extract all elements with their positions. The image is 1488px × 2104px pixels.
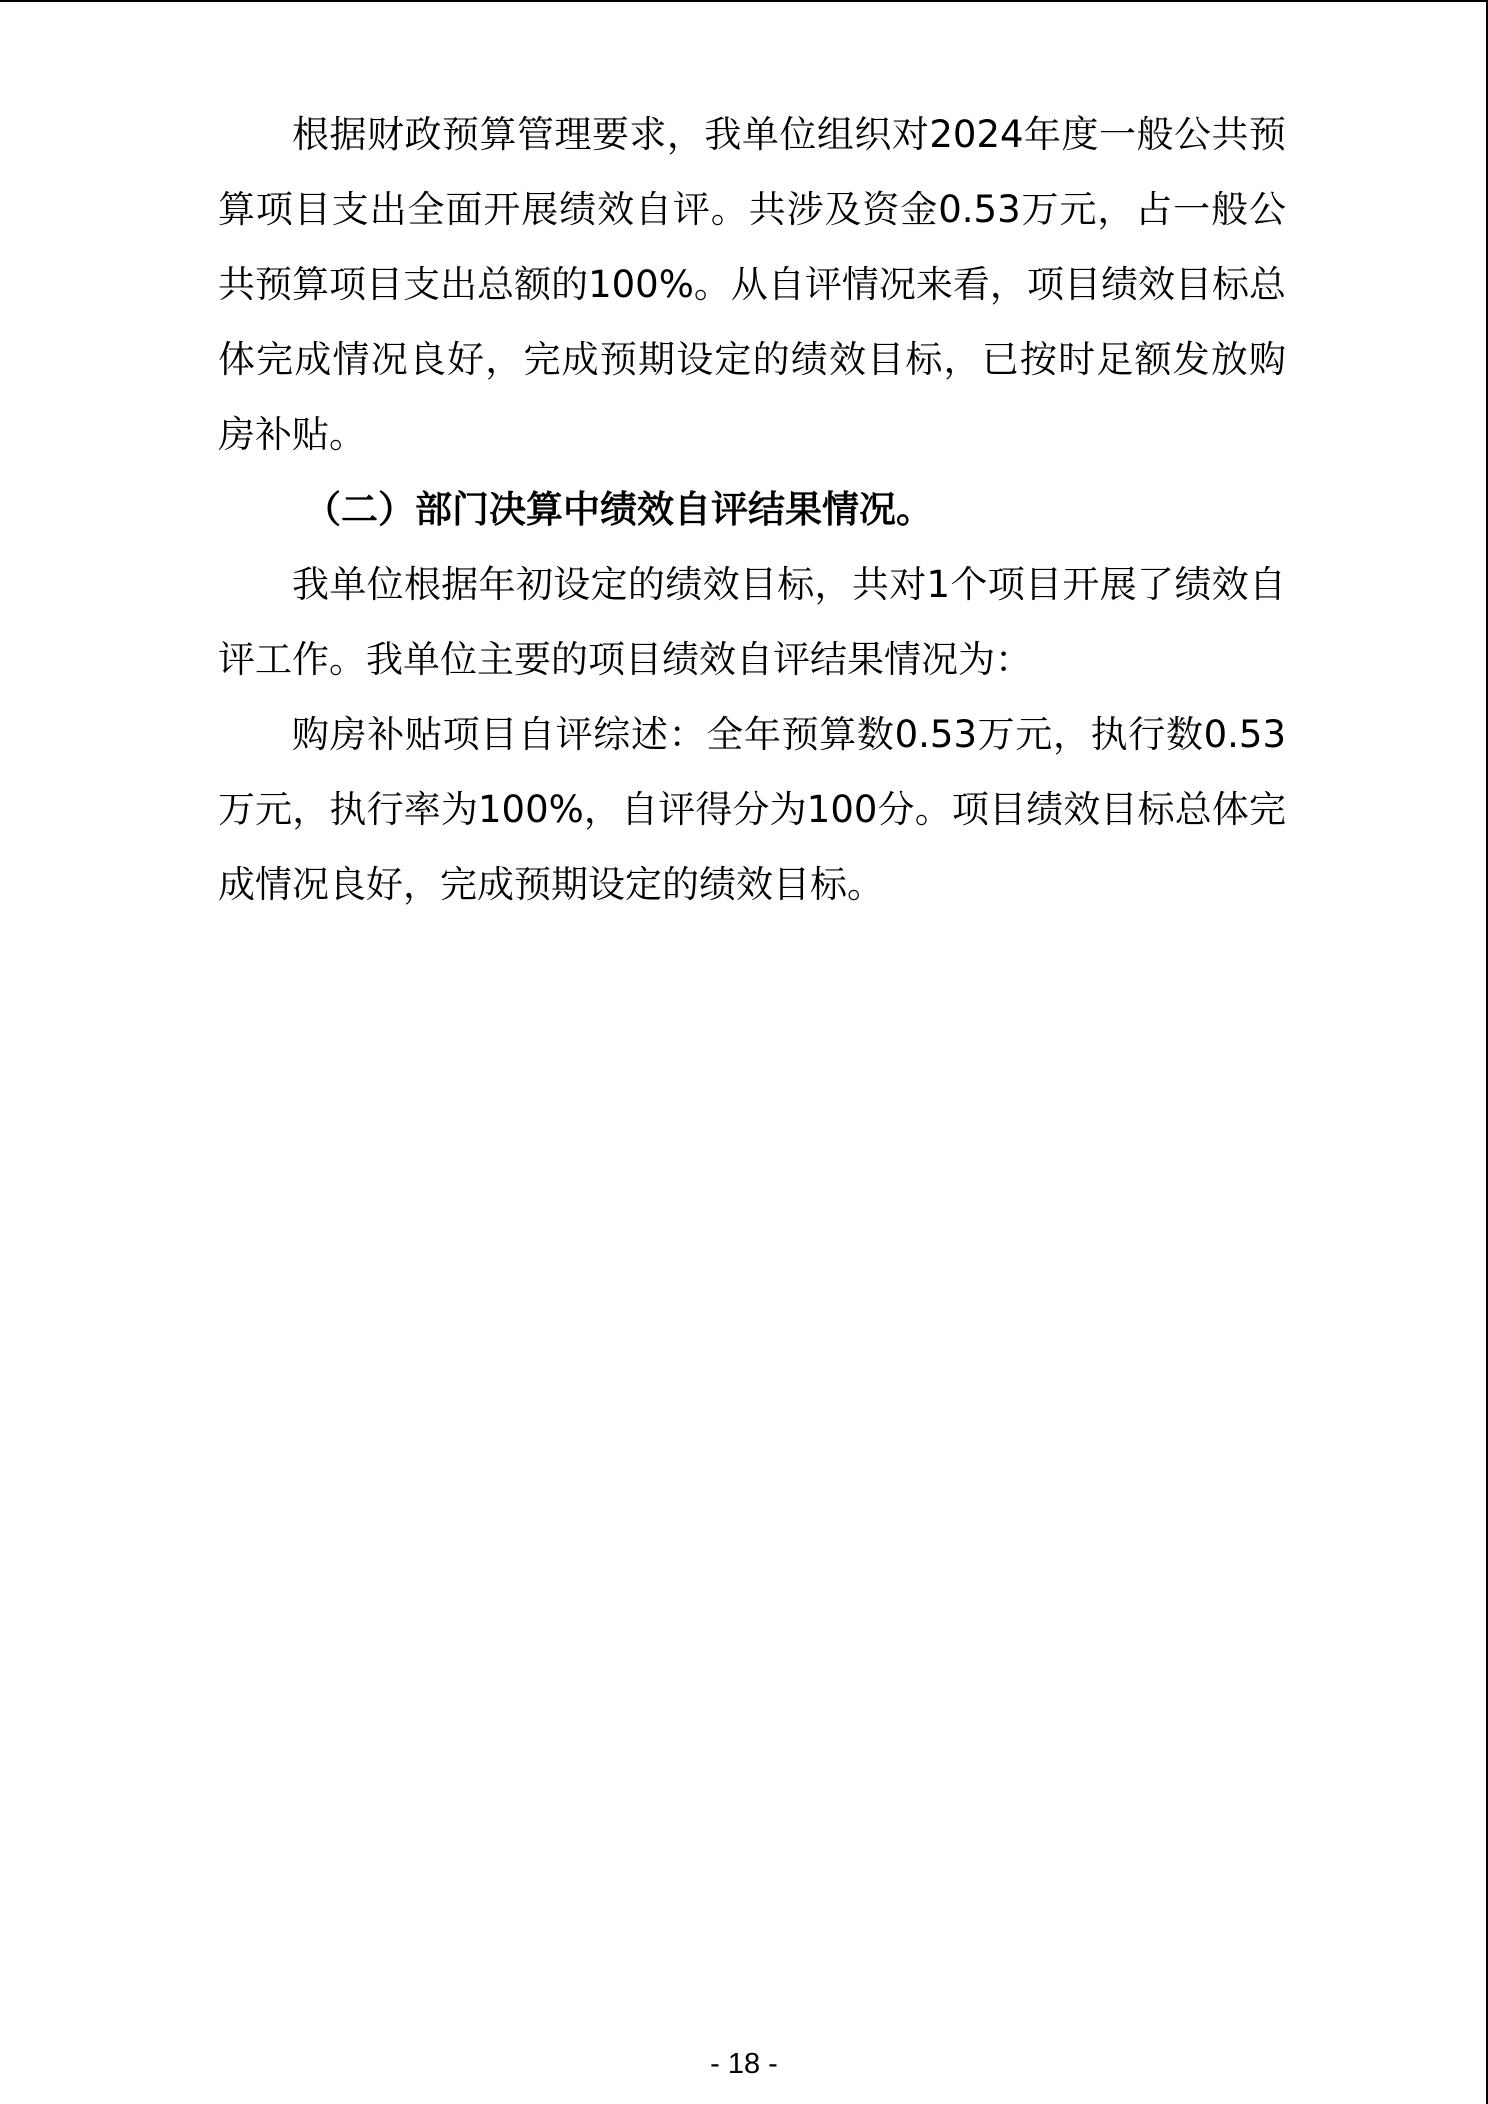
housing-subsidy-summary-paragraph: 购房补贴项目自评综述：全年预算数0.53万元，执行数0.53万元，执行率为100%，自评得分为100分。项目绩效目标总体完成情况良好，完成预期设定的绩效目标。 (218, 713, 1286, 906)
page-number: - 18 - (710, 2048, 778, 2080)
document-body (218, 97, 1286, 922)
self-evaluation-overview-paragraph: 根据财政预算管理要求，我单位组织对2024年度一般公共预算项目支出全面开展绩效自评。共涉及资金0.53万元，占一般公共预算项目支出总额的100%。从自评情况来看，项目绩效目标总体完成情况良好，完成预期设定的绩效目标，已按时足额发放购房补贴。 (218, 113, 1286, 456)
evaluation-intro-paragraph: 我单位根据年初设定的绩效目标，共对1个项目开展了绩效自评工作。我单位主要的项目绩效自评结果情况为： (218, 563, 1286, 681)
section-heading: （二）部门决算中绩效自评结果情况。 (304, 488, 933, 531)
